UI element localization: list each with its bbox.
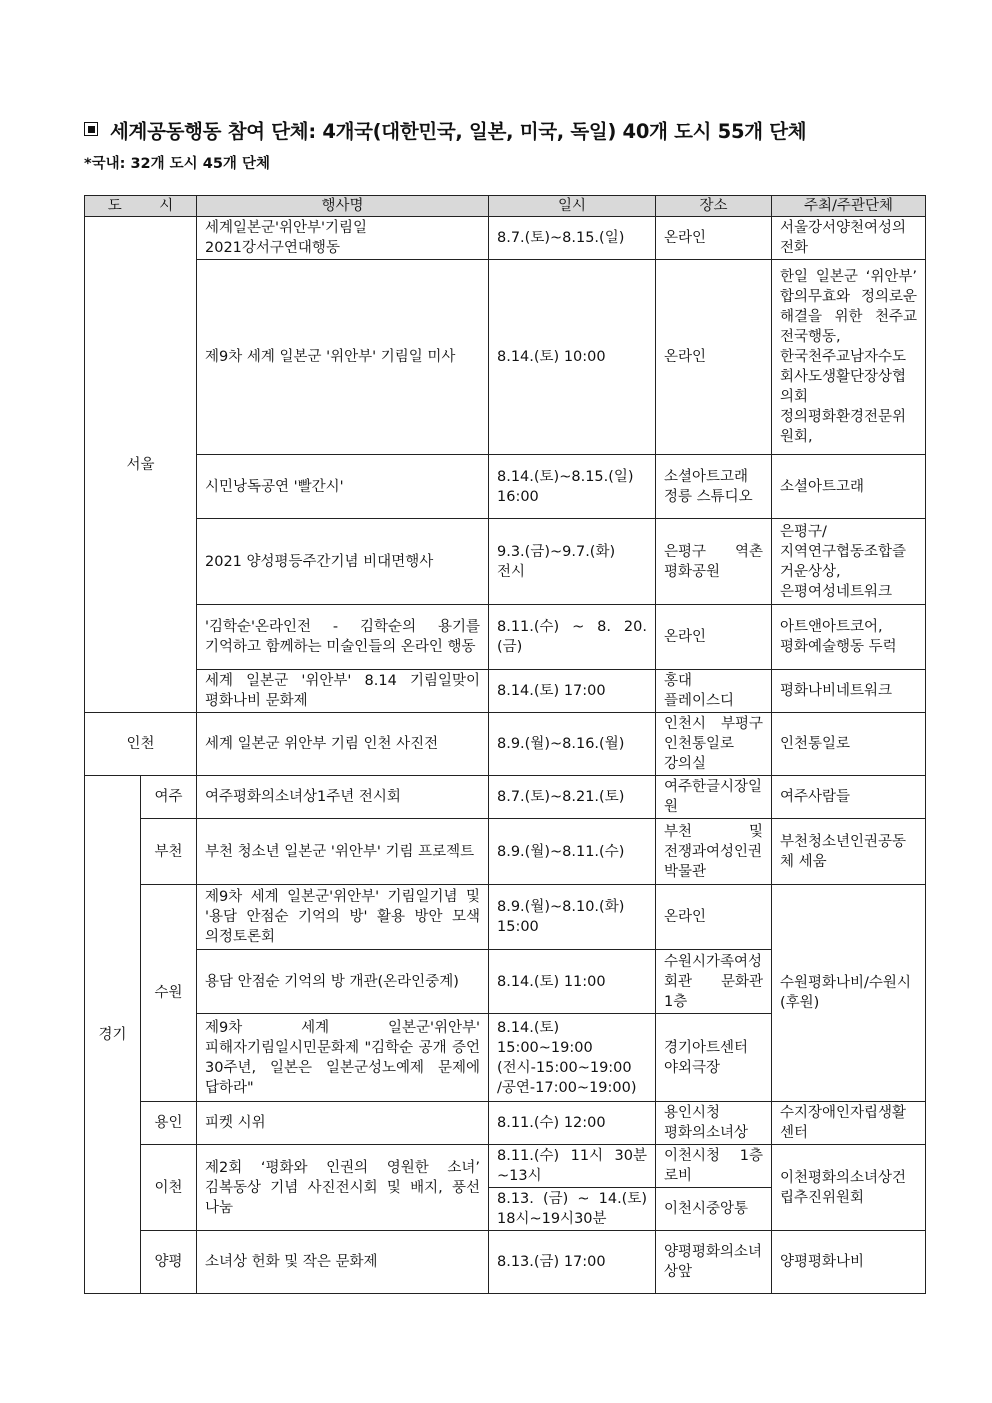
table-row (85, 1102, 926, 1145)
table-row (85, 260, 926, 455)
place-cell: 온라인 (656, 217, 772, 260)
place-cell: 수원시가족여성회관 문화관 1층 (656, 950, 772, 1014)
event-cell: 2021 양성평등주간기념 비대면행사 (197, 519, 489, 605)
region-header (85, 196, 197, 217)
event-cell: 부천 청소년 일본군 '위안부' 기림 프로젝트 (197, 819, 489, 885)
host-cell: 한일 일본군 ‘위안부’ 합의무효와 정의로운 해결을 위한 천주교 전국행동, 한국천주교남자수도회사도생활단장상협의회 정의평화환경전문위원회, (772, 260, 926, 455)
host-cell: 은평구/지역연구협동조합즐거운상상, 은평여성네트워크 (772, 519, 926, 605)
host-cell: 인천통일로 (772, 713, 926, 776)
host-cell: 이천평화의소녀상건립추진위원회 (772, 1145, 926, 1231)
datetime-cell: 8.9.(월)~8.11.(수) (489, 819, 656, 885)
host-cell: 소셜아트고래 (772, 455, 926, 519)
datetime-cell: 8.9.(월)~8.16.(월) (489, 713, 656, 776)
event-cell: 여주평화의소녀상1주년 전시회 (197, 776, 489, 819)
table-row (85, 519, 926, 605)
event-cell: 피켓 시위 (197, 1102, 489, 1145)
region-cell: 서울 (85, 217, 197, 713)
place-cell: 이천시중앙통 (656, 1188, 772, 1231)
host-cell: 여주사람들 (772, 776, 926, 819)
event-cell: 제2회 ‘평화와 인권의 영원한 소녀’ 김복동상 기념 사진전시회 및 배지, 풍선 나눔 (197, 1145, 489, 1231)
host-cell: 서울강서양천여성의전화 (772, 217, 926, 260)
city-cell: 용인 (141, 1102, 197, 1145)
event-cell: 제9차 세계 일본군'위안부' 기림일기념 및 '용담 안점순 기억의 방' 활용 방안 모색 의정토론회 (197, 885, 489, 950)
host-header: 주최/주관단체 (772, 196, 926, 217)
table-row (85, 776, 926, 819)
event-cell: 세계 일본군 '위안부' 8.14 기림일맞이 평화나비 문화제 (197, 670, 489, 713)
table-header-row (85, 196, 926, 217)
event-cell: 제9차 세계 일본군 '위안부' 기림일 미사 (197, 260, 489, 455)
datetime-cell: 8.7.(토)~8.21.(토) (489, 776, 656, 819)
domestic-summary: *국내: 32개 도시 45개 단체 (84, 156, 270, 172)
place-cell: 온라인 (656, 885, 772, 950)
datetime-cell (489, 1014, 656, 1102)
datetime-line: 15:00~19:00 (497, 1039, 593, 1056)
place-cell: 부천 및 전쟁과여성인권박물관 (656, 819, 772, 885)
table-row (85, 455, 926, 519)
place-cell: 은평구 역촌 평화공원 (656, 519, 772, 605)
place-cell: 이천시청 1층 로비 (656, 1145, 772, 1188)
place-cell: 온라인 (656, 260, 772, 455)
datetime-header: 일시 (489, 196, 656, 217)
event-cell: 소녀상 헌화 및 작은 문화제 (197, 1231, 489, 1294)
city-cell: 양평 (141, 1231, 197, 1294)
datetime-cell: 8.14.(토) 10:00 (489, 260, 656, 455)
table-row (85, 1145, 926, 1188)
table-row (85, 819, 926, 885)
datetime-cell: 8.13. (금) ~ 14.(토) 18시~19시30분 (489, 1188, 656, 1231)
datetime-cell: 8.11.(수) 12:00 (489, 1102, 656, 1145)
event-cell: 세계 일본군 위안부 기림 인천 사진전 (197, 713, 489, 776)
place-cell: 온라인 (656, 605, 772, 670)
place-cell: 용인시청 평화의소녀상 (656, 1102, 772, 1145)
region-header-si: 시 (159, 198, 174, 214)
datetime-line: 8.14.(토) (497, 1019, 560, 1036)
datetime-cell: 8.14.(토)~8.15.(일) 16:00 (489, 455, 656, 519)
event-cell: 시민낭독공연 '빨간시' (197, 455, 489, 519)
event-cell: 세계일본군'위안부'기림일 2021강서구연대행동 (197, 217, 489, 260)
table-row (85, 605, 926, 670)
host-cell: 양평평화나비 (772, 1231, 926, 1294)
event-cell: 용담 안점순 기억의 방 개관(온라인중계) (197, 950, 489, 1014)
events-table (84, 195, 926, 1294)
datetime-cell: 8.14.(토) 17:00 (489, 670, 656, 713)
datetime-cell: 8.13.(금) 17:00 (489, 1231, 656, 1294)
region-cell: 인천 (85, 713, 197, 776)
datetime-cell: 8.11.(수) 11시 30분~13시 (489, 1145, 656, 1188)
section-heading-text: 세계공동행동 참여 단체: 4개국(대한민국, 일본, 미국, 독일) 40개 도시 55개 단체 (110, 120, 807, 143)
place-cell: 경기아트센터 야외극장 (656, 1014, 772, 1102)
event-cell: '김학순'온라인전 - 김학순의 용기를 기억하고 함께하는 미술인들의 온라인 행동 (197, 605, 489, 670)
place-cell: 소셜아트고래 정릉 스튜디오 (656, 455, 772, 519)
event-header: 행사명 (197, 196, 489, 217)
section-heading (84, 116, 924, 144)
host-cell: 부천청소년인권공동체 세움 (772, 819, 926, 885)
place-cell: 여주한글시장일원 (656, 776, 772, 819)
place-cell: 양평평화의소녀상앞 (656, 1231, 772, 1294)
city-cell: 부천 (141, 819, 197, 885)
city-cell: 여주 (141, 776, 197, 819)
table-row (85, 713, 926, 776)
datetime-cell: 9.3.(금)~9.7.(화) 전시 (489, 519, 656, 605)
square-bullet-icon (84, 122, 98, 136)
city-cell: 수원 (141, 885, 197, 1102)
table-row (85, 670, 926, 713)
host-cell: 수원평화나비/수원시(후원) (772, 885, 926, 1102)
table-row (85, 1231, 926, 1294)
datetime-cell: 8.14.(토) 11:00 (489, 950, 656, 1014)
datetime-cell: 8.9.(월)~8.10.(화) 15:00 (489, 885, 656, 950)
region-cell: 경기 (85, 776, 141, 1294)
place-header: 장소 (656, 196, 772, 217)
datetime-line: (전시-15:00~19:00 (497, 1059, 632, 1076)
table-row (85, 885, 926, 950)
datetime-cell: 8.11.(수) ~ 8. 20.(금) (489, 605, 656, 670)
host-cell: 평화나비네트워크 (772, 670, 926, 713)
city-cell: 이천 (141, 1145, 197, 1231)
region-header-do: 도 (107, 198, 122, 214)
place-cell: 인천시 부평구 인천통일로 강의실 (656, 713, 772, 776)
event-cell: 제9차 세계 일본군'위안부' 피해자기림일시민문화제 "김학순 공개 증언 30주년, 일본은 일본군성노예제 문제에 답하라" (197, 1014, 489, 1102)
datetime-cell: 8.7.(토)~8.15.(일) (489, 217, 656, 260)
datetime-line: /공연-17:00~19:00) (497, 1079, 637, 1096)
place-cell: 홍대 플레이스디 (656, 670, 772, 713)
host-cell: 수지장애인자립생활센터 (772, 1102, 926, 1145)
table-row (85, 217, 926, 260)
host-cell: 아트앤아트코어, 평화예술행동 두럭 (772, 605, 926, 670)
